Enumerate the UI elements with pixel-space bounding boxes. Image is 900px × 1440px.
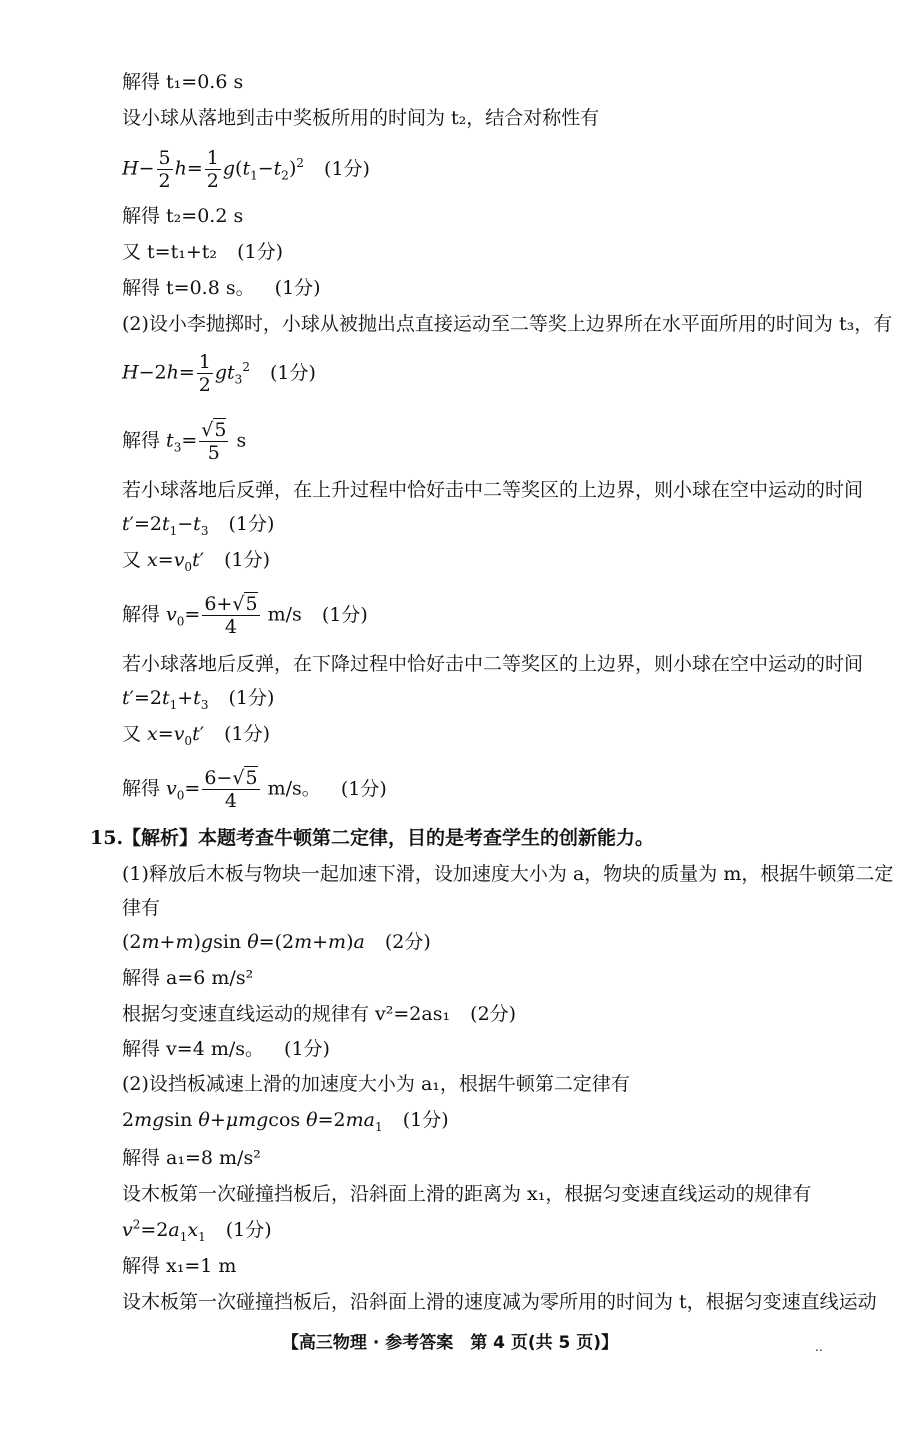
- points-label: (1分): [224, 549, 270, 571]
- points-label: (1分): [228, 687, 275, 709]
- unit-label: m/s。: [267, 777, 321, 800]
- text-line: 律有: [122, 897, 161, 919]
- question-number: 15.: [90, 827, 124, 849]
- points-label: (1分): [224, 723, 270, 745]
- points-label: (1分): [270, 361, 316, 384]
- text-line: [122, 1037, 840, 1061]
- text-content: 根据匀变速直线运动的规律有 v²=2as₁: [122, 1003, 451, 1025]
- points-label: (1分): [228, 513, 275, 535]
- points-label: (1分): [321, 603, 368, 626]
- equation-line: $t'=2t_1+t_3$ (1分): [122, 687, 275, 712]
- equation-line: (2m+m)gsin θ=(2m+m)a (2分): [122, 931, 431, 953]
- text-line: [122, 240, 840, 264]
- text-line: 设木板第一次碰撞挡板后，沿斜面上滑的速度减为零所用的时间为 t，根据匀变速直线运动: [122, 1291, 877, 1313]
- points-label: (1分): [284, 1038, 330, 1060]
- equation-line: H− $\frac{5}{2}$ h= $\frac{1}{2}$ $g(t_1-t_2)^2$ (1分): [122, 147, 370, 192]
- text-line: 设小球从落地到击中奖板所用的时间为 t₂，结合对称性有: [122, 107, 600, 129]
- unit-label: s: [236, 429, 247, 452]
- text-line: 解得 a₁=8 m/s²: [122, 1147, 261, 1169]
- equation-line: $t'=2t_1-t_3$ (1分): [122, 513, 275, 538]
- text-content: 解得 v=4 m/s。: [122, 1038, 264, 1060]
- points-label: (1分): [274, 277, 321, 299]
- text-line: 解得 t₂=0.2 s: [122, 205, 244, 227]
- points-label: (2分): [384, 931, 431, 953]
- text-line: (2)设小李抛掷时，小球从被抛出点直接运动至二等奖上边界所在水平面所用的时间为 t₃，有: [122, 313, 893, 335]
- text-content: 解得 t=0.8 s。: [122, 277, 255, 299]
- text-line: 设木板第一次碰撞挡板后，沿斜面上滑的距离为 x₁，根据匀变速直线运动的规律有: [122, 1183, 812, 1205]
- text-line: (2)设挡板减速上滑的加速度大小为 a₁，根据牛顿第二定律有: [122, 1073, 630, 1095]
- equation-line: H−2h= $\frac{1}{2}$ $gt_3^2$ (1分): [122, 351, 316, 396]
- text-line: 若小球落地后反弹，在上升过程中恰好击中二等奖区的上边界，则小球在空中运动的时间: [122, 479, 864, 501]
- points-label: (1分): [402, 1109, 449, 1131]
- equation-line: $v^2=2a_1x_1$ (1分): [122, 1217, 272, 1244]
- text-line: (1)释放后木板与物块一起加速下滑，设加速度大小为 a，物块的质量为 m，根据牛顿第二定: [122, 863, 894, 885]
- points-label: (1分): [340, 777, 387, 800]
- equation-line: 又 $x=v_0t'$ (1分): [122, 723, 270, 748]
- points-label: (2分): [470, 1003, 517, 1025]
- equation-line: 解得 $v_0=$ $\frac{6+√5}{4}$ m/s (1分): [122, 593, 368, 638]
- equation-line: 2mgsin θ+μmgcos $\theta=2ma_1$ (1分): [122, 1109, 449, 1134]
- corner-mark: ..: [815, 1340, 823, 1354]
- text-line: 解得 t₁=0.6 s: [122, 71, 244, 93]
- equation-line: 解得 $t_3=$ $\frac{√5}{5}$ s: [122, 419, 247, 464]
- text-line: [122, 1002, 840, 1026]
- equation-line: 解得 $v_0=$ $\frac{6-√5}{4}$ m/s。 (1分): [122, 767, 387, 812]
- unit-label: m/s: [267, 603, 302, 626]
- text-line: 解得 x₁=1 m: [122, 1255, 237, 1277]
- points-label: (1分): [225, 1219, 272, 1241]
- text-line: 解得 a=6 m/s²: [122, 967, 254, 989]
- points-label: (1分): [324, 157, 370, 180]
- equation-line: 又 $x=v_0t'$ (1分): [122, 549, 270, 574]
- question-header: 【解析】本题考查牛顿第二定律，目的是考查学生的创新能力。: [122, 827, 655, 849]
- page-footer: 【高三物理 · 参考答案 第 4 页(共 5 页)】: [281, 1333, 619, 1353]
- text-content: 又 t=t₁+t₂: [122, 241, 218, 263]
- points-label: (1分): [237, 241, 283, 263]
- text-line: 若小球落地后反弹，在下降过程中恰好击中二等奖区的上边界，则小球在空中运动的时间: [122, 653, 864, 675]
- text-line: [122, 276, 840, 300]
